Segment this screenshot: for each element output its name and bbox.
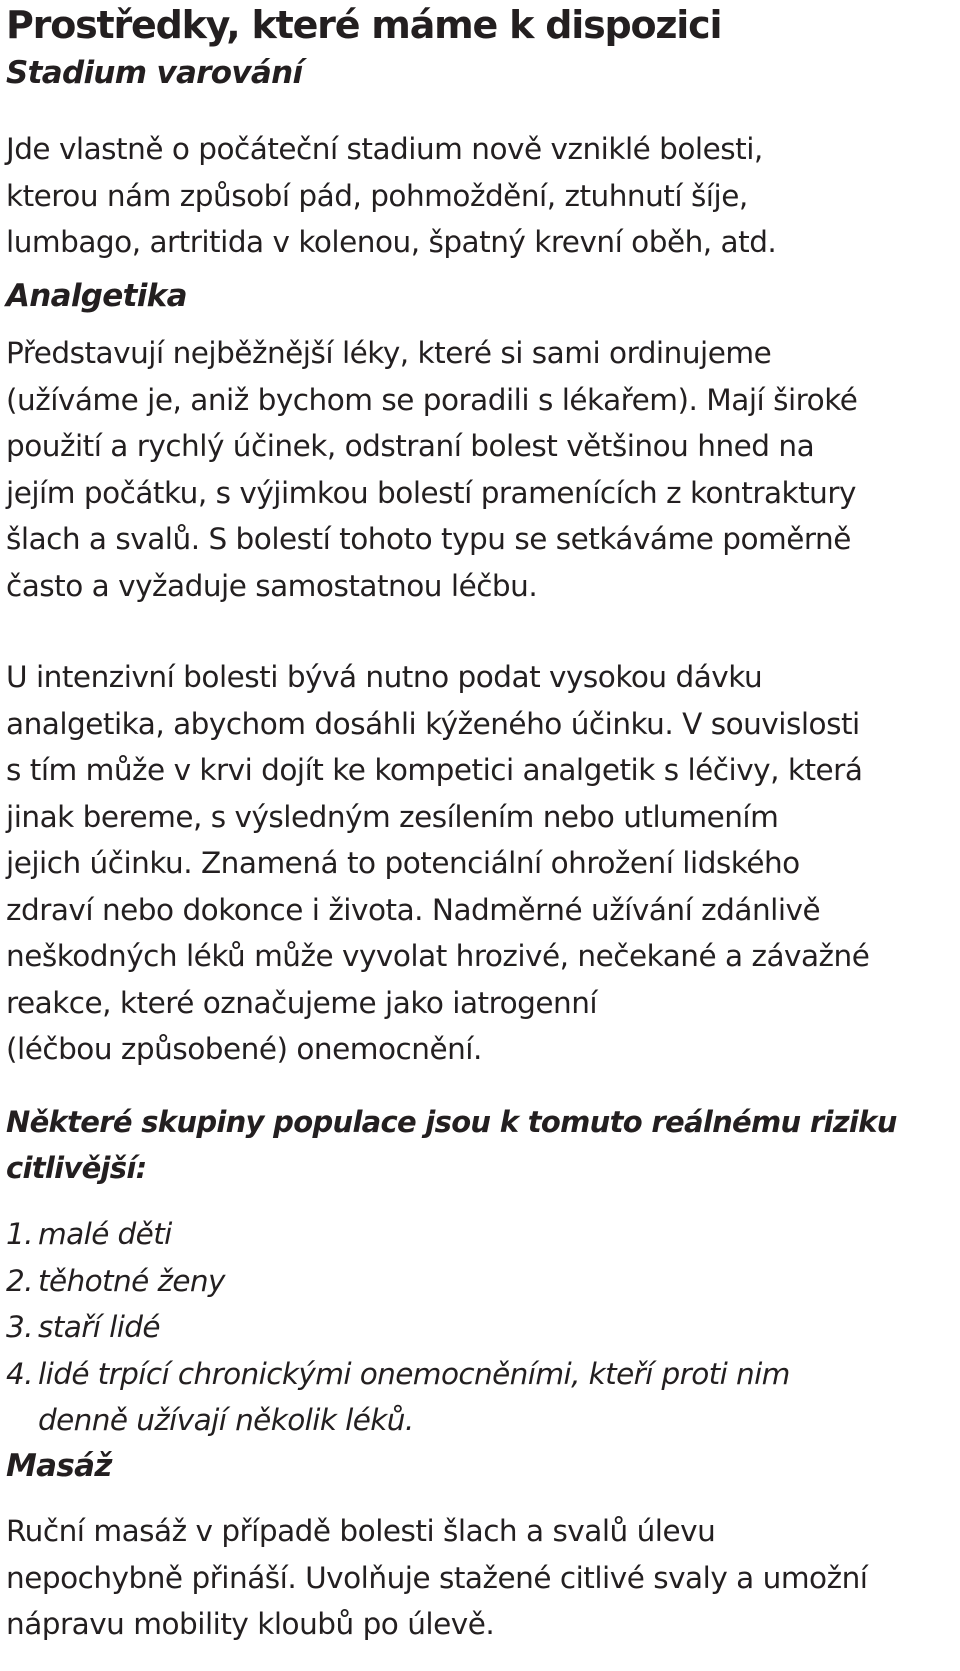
text-line: jinak bereme, s výsledným zesílením nebo utlumením <box>6 799 779 834</box>
text-line: Některé skupiny populace jsou k tomuto reálnému riziku <box>6 1105 897 1139</box>
text-line: citlivější: <box>6 1151 147 1185</box>
list-number: 4. <box>6 1356 33 1391</box>
text-line: lumbago, artritida v kolenou, špatný krevní oběh, atd. <box>6 225 777 259</box>
list-item-text: denně užívají několik léků. <box>38 1403 414 1437</box>
text-line: (užíváme je, aniž bychom se poradili s lékařem). Mají široké <box>6 382 858 417</box>
text-line: Ruční masáž v případě bolesti šlach a svalů úlevu <box>6 1514 716 1548</box>
paragraph-massage <box>6 1508 954 1648</box>
list-number: 1. <box>6 1217 33 1251</box>
paragraph-analgetika-2 <box>6 654 954 1073</box>
text-line: použití a rychlý účinek, odstraní bolest většinou hned na <box>6 429 815 463</box>
text-line: šlach a svalů. S bolestí tohoto typu se setkáváme poměrně <box>6 522 851 556</box>
section-heading-massage: Masáž <box>6 1448 112 1484</box>
page-title: Prostředky, které máme k dispozici <box>6 3 722 47</box>
text-line: Jde vlastně o počáteční stadium nově vzniklé bolesti, <box>6 132 763 166</box>
text-line: jejím počátku, s výjimkou bolestí pramenících z kontraktury <box>6 475 856 510</box>
text-line: reakce, které označujeme jako iatrogenní <box>6 985 598 1020</box>
list-item-text: malé děti <box>38 1217 172 1251</box>
text-line: analgetika, abychom dosáhli kýženého účinku. V souvislosti <box>6 706 860 741</box>
text-line: nepochybně přináší. Uvolňuje stažené citlivé svaly a umožní <box>6 1560 868 1595</box>
list-number: 2. <box>6 1263 33 1298</box>
text-line: často a vyžaduje samostatnou léčbu. <box>6 568 538 603</box>
risk-groups-heading <box>6 1099 897 1191</box>
text-line: Představují nejběžnější léky, které si sami ordinujeme <box>6 336 772 370</box>
text-line: (léčbou způsobené) onemocnění. <box>6 1032 482 1066</box>
list-number: 3. <box>6 1310 33 1344</box>
list-item <box>6 1304 790 1351</box>
risk-groups-list <box>6 1211 790 1444</box>
paragraph-warning <box>6 126 954 266</box>
text-line: U intenzivní bolesti bývá nutno podat vysokou dávku <box>6 660 763 694</box>
text-line: neškodných léků může vyvolat hrozivé, nečekané a závažné <box>6 939 870 973</box>
list-item-text: lidé trpící chronickými onemocněními, kteří proti nim <box>38 1356 790 1391</box>
text-line: jejich účinku. Znamená to potenciální ohrožení lidského <box>6 846 800 880</box>
text-line: s tím může v krvi dojít ke kompetici analgetik s léčivy, která <box>6 753 863 787</box>
text-line: zdraví nebo dokonce i života. Nadměrné užívání zdánlivě <box>6 892 821 927</box>
list-item-text: staří lidé <box>38 1310 160 1344</box>
section-heading-warning: Stadium varování <box>6 55 303 91</box>
section-heading-analgetika: Analgetika <box>6 278 187 314</box>
list-item <box>6 1351 790 1444</box>
paragraph-analgetika-1 <box>6 330 954 609</box>
text-line: nápravu mobility kloubů po úlevě. <box>6 1607 495 1641</box>
list-item <box>6 1211 790 1258</box>
list-item <box>6 1258 790 1305</box>
text-line: kterou nám způsobí pád, pohmoždění, ztuhnutí šíje, <box>6 178 748 213</box>
list-item-text: těhotné ženy <box>38 1263 225 1298</box>
